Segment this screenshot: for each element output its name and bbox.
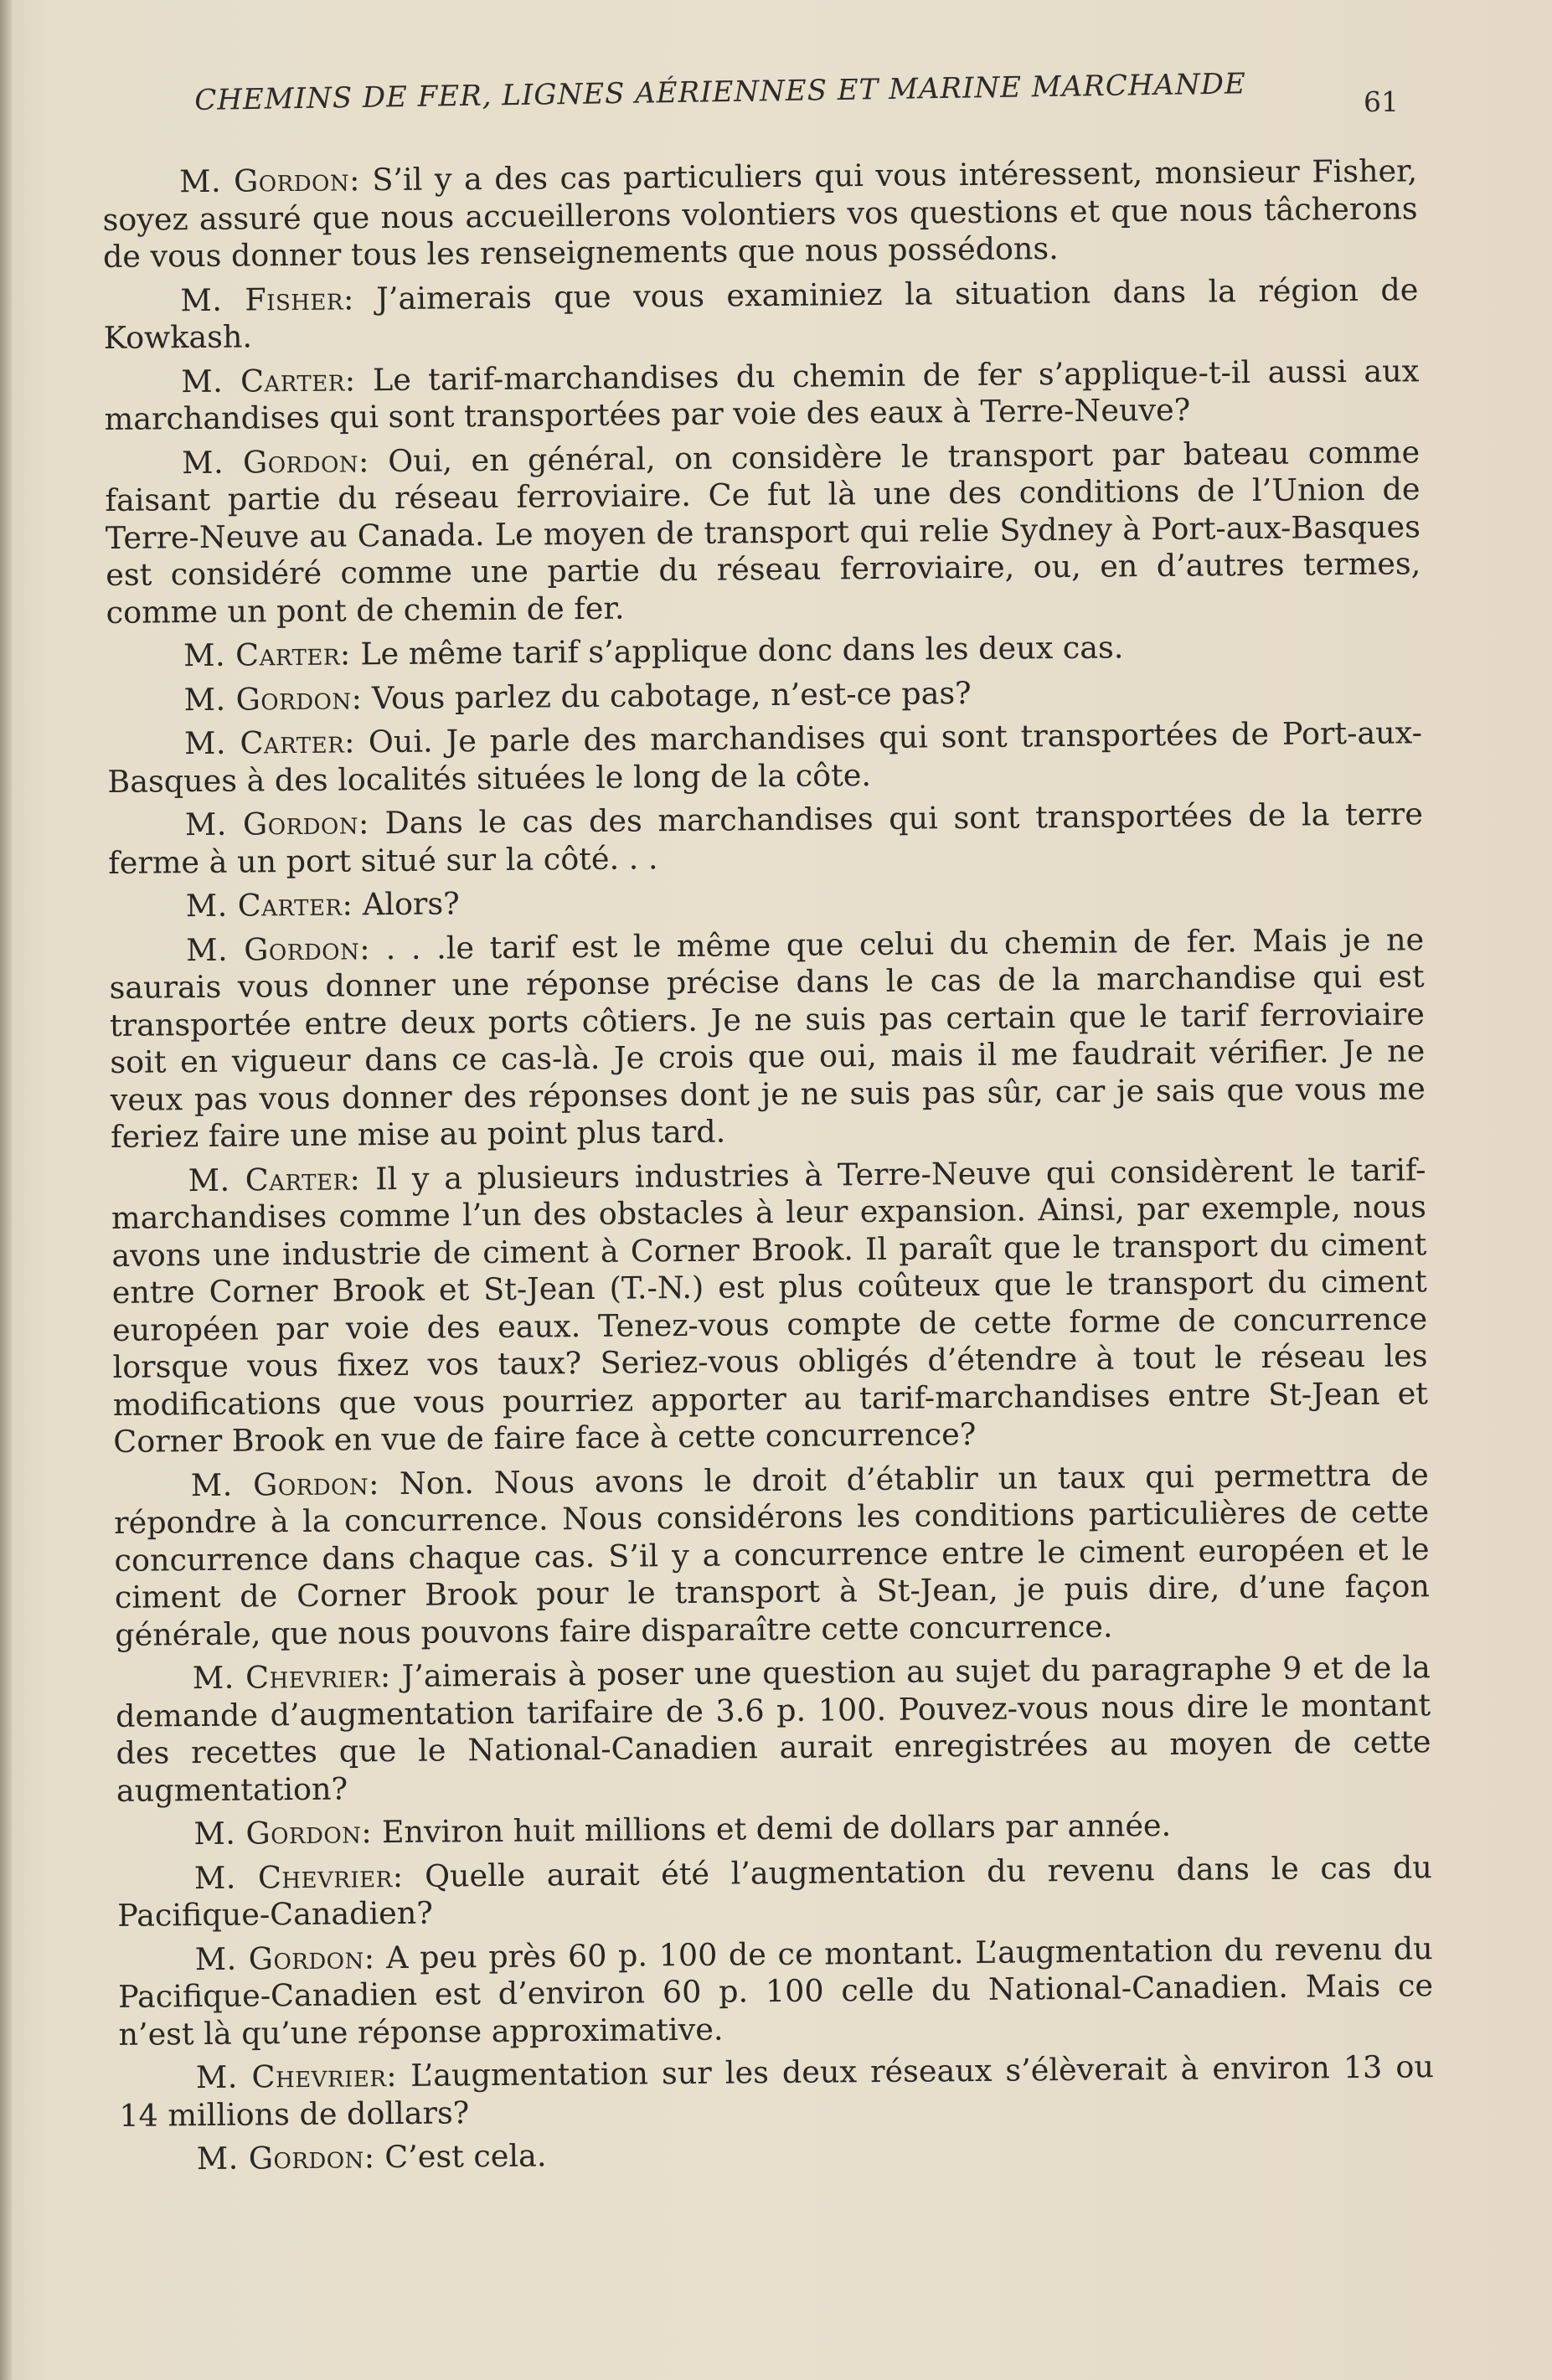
speaker-name: M. Carter: xyxy=(185,886,353,925)
speaker-name: M. Chevrier: xyxy=(192,1658,391,1697)
speech-text: Non. Nous avons le droit d’établir un taux qui permettra de répondre à la concurrence. Nous considérons les conditions particulières de cette concurrence dans chaque cas. S’il y a concurrence entre le ciment européen et le ciment de Corner Brook pour le transport à St-Jean, je puis dire, d’une façon générale, que nous pouvons faire disparaître cette concurrence. xyxy=(113,1455,1431,1653)
speaker-name: M. Chevrier: xyxy=(195,2058,398,2096)
speech-text: Le même tarif s’applique donc dans les deux cas. xyxy=(360,629,1124,672)
speaker-name: M. Carter: xyxy=(183,724,356,762)
speaker-name: M. Fisher: xyxy=(180,280,354,318)
speech-text: Quelle aurait été l’augmentation du revenu dans le cas du Pacifique-Canadien? xyxy=(117,1848,1432,1934)
transcript-paragraph xyxy=(118,1930,1434,2053)
speaker-name: M. Carter: xyxy=(181,361,356,399)
transcript-paragraph xyxy=(116,1805,1431,1853)
transcript-paragraph xyxy=(111,1151,1428,1461)
transcript-paragraph xyxy=(117,1849,1433,1935)
speech-text: J’aimerais à poser une question au sujet du paragraphe 9 et de la demande d’augmentation tarifaire de 3.6 p. 100. Pouvez-vous nous dire le montant des recettes que le National-Canadien aurait enregistrées au moyen de cette augmentation? xyxy=(115,1649,1431,1809)
speech-text: C’est cela. xyxy=(384,2137,547,2176)
transcript-paragraph xyxy=(114,1456,1431,1654)
transcript-paragraph xyxy=(102,152,1418,276)
speech-text: L’augmentation sur les deux réseaux s’élèverait à environ 13 ou 14 millions de dollars? xyxy=(119,2048,1435,2134)
speaker-name: M. Carter: xyxy=(183,636,351,674)
speaker-name: M. Carter: xyxy=(188,1160,361,1198)
transcript-paragraph xyxy=(119,2048,1435,2135)
speech-text: Vous parlez du cabotage, n’est-ce pas? xyxy=(371,674,972,716)
transcript-paragraph xyxy=(109,921,1426,1157)
transcript-paragraph xyxy=(104,353,1420,439)
speech-text: J’aimerais que vous examiniez la situation dans la région de Kowkash. xyxy=(103,270,1419,356)
transcript-paragraph xyxy=(106,671,1421,719)
page-number: 61 xyxy=(1364,85,1399,118)
transcript-paragraph xyxy=(107,714,1423,801)
speaker-name: M. Gordon: xyxy=(184,805,370,843)
speaker-name: M. Gordon: xyxy=(194,1939,375,1977)
speech-text: A peu près 60 p. 100 de ce montant. L’augmentation du revenu du Pacifique-Canadien est d’environ 60 p. 100 celle du National-Canadien. Mais ce n’est là qu’une réponse approximative. xyxy=(117,1929,1434,2053)
speech-text: Alors? xyxy=(362,885,460,923)
speaker-name: M. Gordon: xyxy=(186,930,371,968)
speaker-name: M. Gordon: xyxy=(181,442,370,481)
speaker-name: M. Gordon: xyxy=(193,1814,373,1852)
speech-text: Le tarif-marchandises du chemin de fer s’applique-t-il aussi aux marchandises qui sont transportées par voie des eaux à Terre-Neuve? xyxy=(104,352,1420,437)
page-binding-edge xyxy=(0,0,12,2380)
speech-text: Environ huit millions et demi de dollars par année. xyxy=(381,1806,1172,1851)
transcript-paragraph xyxy=(105,434,1421,631)
speaker-name: M. Gordon: xyxy=(190,1465,380,1503)
transcript-paragraph xyxy=(120,2130,1435,2178)
transcript-paragraph xyxy=(103,271,1419,358)
speaker-name: M. Gordon: xyxy=(196,2139,375,2177)
speech-text: . . .le tarif est le même que celui du chemin de fer. Mais je ne saurais vous donner une réponse précise dans le cas de la marchandise qui est transportée entre deux ports côtiers. Je ne suis pas certain que le tarif ferroviaire soit en vigueur dans ce cas-là. Je crois que oui, mais il me faudrait vérifier. Je ne veux pas vous donner des réponses dont je ne suis pas sûr, car je sais que vous me feriez faire une mise au point plus tard. xyxy=(109,920,1426,1155)
transcript-body xyxy=(102,152,1435,2185)
running-header: CHEMINS DE FER, LIGNES AÉRIENNES ET MARINE MARCHANDE xyxy=(194,67,1247,117)
speech-text: Dans le cas des marchandises qui sont transportées de la terre ferme à un port situé sur la côté. . . xyxy=(108,796,1424,881)
speaker-name: M. Chevrier: xyxy=(193,1857,404,1896)
speech-text: Oui. Je parle des marchandises qui sont transportées de Port-aux-Basques à des localités situées le long de la côte. xyxy=(107,714,1423,800)
transcript-paragraph xyxy=(108,796,1424,882)
transcript-paragraph xyxy=(109,877,1424,925)
transcript-paragraph xyxy=(116,1649,1431,1810)
speech-text: Il y a plusieurs industries à Terre-Neuve qui considèrent le tarif-marchandises comme l’un des obstacles à leur expansion. Ainsi, par exemple, nous avons une industrie de ciment à Corner Brook. Il paraît que le transport du ciment entre Corner Brook et St-Jean (T.-N.) est plus coûteux que le transport du ciment européen par voie des eaux. Tenez-vous compte de cette forme de concurrence lorsque vous fixez vos taux? Seriez-vous obligés d’étendre à tout le réseau les modifications que vous pourriez apporter au tarif-marchandises entre St-Jean et Corner Brook en vue de faire face à cette concurrence? xyxy=(111,1151,1429,1460)
speaker-name: M. Gordon: xyxy=(183,679,363,718)
speech-text: S’il y a des cas particuliers qui vous intéressent, monsieur Fisher, soyez assuré que nous accueillerons volontiers vos questions et que nous tâcherons de vous donner tous les renseignements que nous possédons. xyxy=(102,152,1418,275)
speaker-name: M. Gordon: xyxy=(178,162,361,200)
transcript-paragraph xyxy=(106,626,1421,675)
speech-text: Oui, en général, on considère le transport par bateau comme faisant partie du réseau ferroviaire. Ce fut là une des conditions de l’Union de Terre-Neuve au Canada. Le moyen de transport qui relie Sydney à Port-aux-Basques est considéré comme une partie du réseau ferroviaire, ou, en d’autres termes, comme un pont de chemin de fer. xyxy=(105,433,1421,631)
